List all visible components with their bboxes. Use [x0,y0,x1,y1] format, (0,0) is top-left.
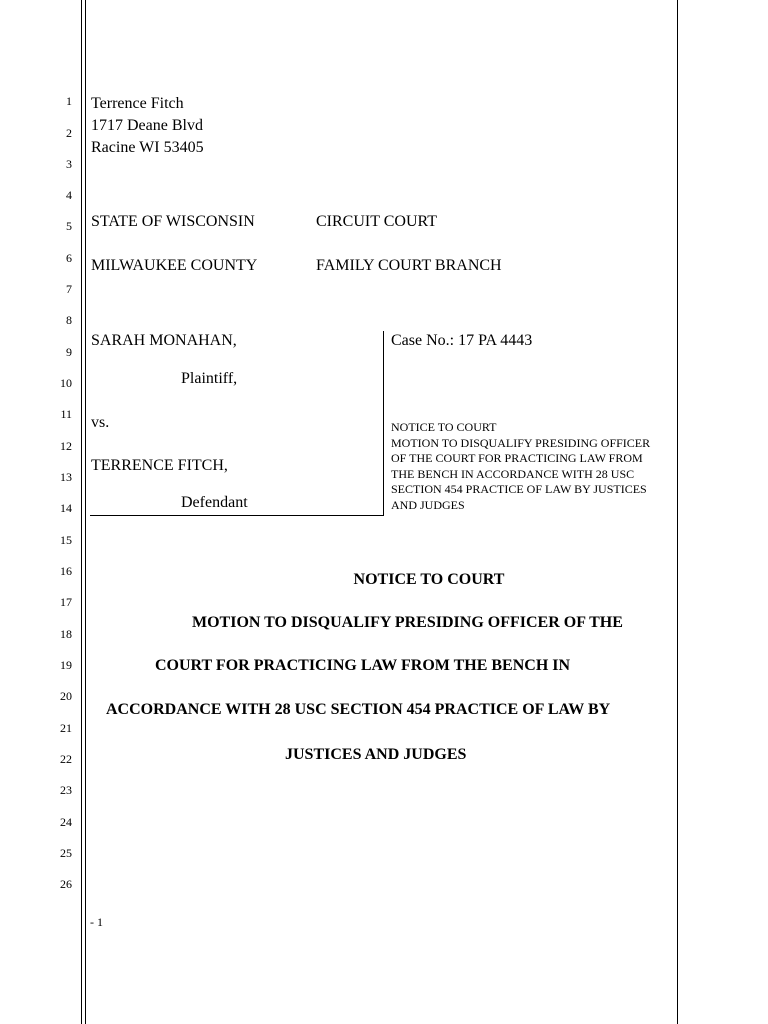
sender-street: 1717 Deane Blvd [91,117,203,134]
left-margin-rule-inner [85,0,86,1024]
court-state: STATE OF WISCONSIN [91,213,255,230]
line-number: 19 [60,658,72,672]
caption-underline [90,515,384,516]
sender-city: Racine WI 53405 [91,139,204,156]
heading-title: NOTICE TO COURT [353,571,505,588]
line-number: 16 [60,564,72,578]
line-number: 25 [60,846,72,860]
line-number: 13 [60,470,72,484]
caption-title-line: OF THE COURT FOR PRACTICING LAW FROM [391,451,643,465]
line-number: 10 [60,376,72,390]
heading-line: COURT FOR PRACTICING LAW FROM THE BENCH IN [155,657,571,674]
line-number: 11 [60,407,72,421]
court-branch: FAMILY COURT BRANCH [316,257,502,274]
caption-title-line: SECTION 454 PRACTICE OF LAW BY JUSTICES [391,482,647,496]
versus: vs. [91,414,110,431]
line-number: 7 [66,282,72,296]
left-margin-rule-outer [81,0,82,1024]
case-number: Case No.: 17 PA 4443 [391,332,533,349]
line-number: 18 [60,627,72,641]
defendant-role: Defendant [181,494,248,511]
line-number: 4 [66,188,72,202]
page-number: - 1 [90,915,103,929]
line-number: 23 [60,783,72,797]
line-number: 22 [60,752,72,766]
court-county: MILWAUKEE COUNTY [91,257,258,274]
line-number: 20 [60,689,72,703]
right-margin-rule [677,0,678,1024]
line-number: 2 [66,126,72,140]
line-number: 12 [60,439,72,453]
line-number: 9 [66,345,72,359]
line-number: 14 [60,501,72,515]
defendant-name: TERRENCE FITCH, [91,457,228,474]
caption-title-line: AND JUDGES [391,498,465,512]
line-number: 26 [60,877,72,891]
sender-name: Terrence Fitch [91,95,184,112]
line-number: 6 [66,251,72,265]
line-number: 3 [66,157,72,171]
plaintiff-name: SARAH MONAHAN, [91,332,237,349]
heading-line: MOTION TO DISQUALIFY PRESIDING OFFICER OF THE [192,614,623,631]
line-number: 24 [60,815,72,829]
heading-line: ACCORDANCE WITH 28 USC SECTION 454 PRACTICE OF LAW BY [106,701,611,718]
line-number: 21 [60,721,72,735]
line-number: 15 [60,533,72,547]
caption-title-line: MOTION TO DISQUALIFY PRESIDING OFFICER [391,436,651,450]
caption-divider [383,331,384,516]
line-number: 1 [66,94,72,108]
caption-title-line: THE BENCH IN ACCORDANCE WITH 28 USC [391,467,635,481]
heading-line: JUSTICES AND JUDGES [285,746,467,763]
line-number: 17 [60,595,72,609]
line-number: 8 [66,313,72,327]
court-name: CIRCUIT COURT [316,213,437,230]
line-number: 5 [66,219,72,233]
caption-title-line: NOTICE TO COURT [391,420,497,434]
plaintiff-role: Plaintiff, [181,370,238,387]
